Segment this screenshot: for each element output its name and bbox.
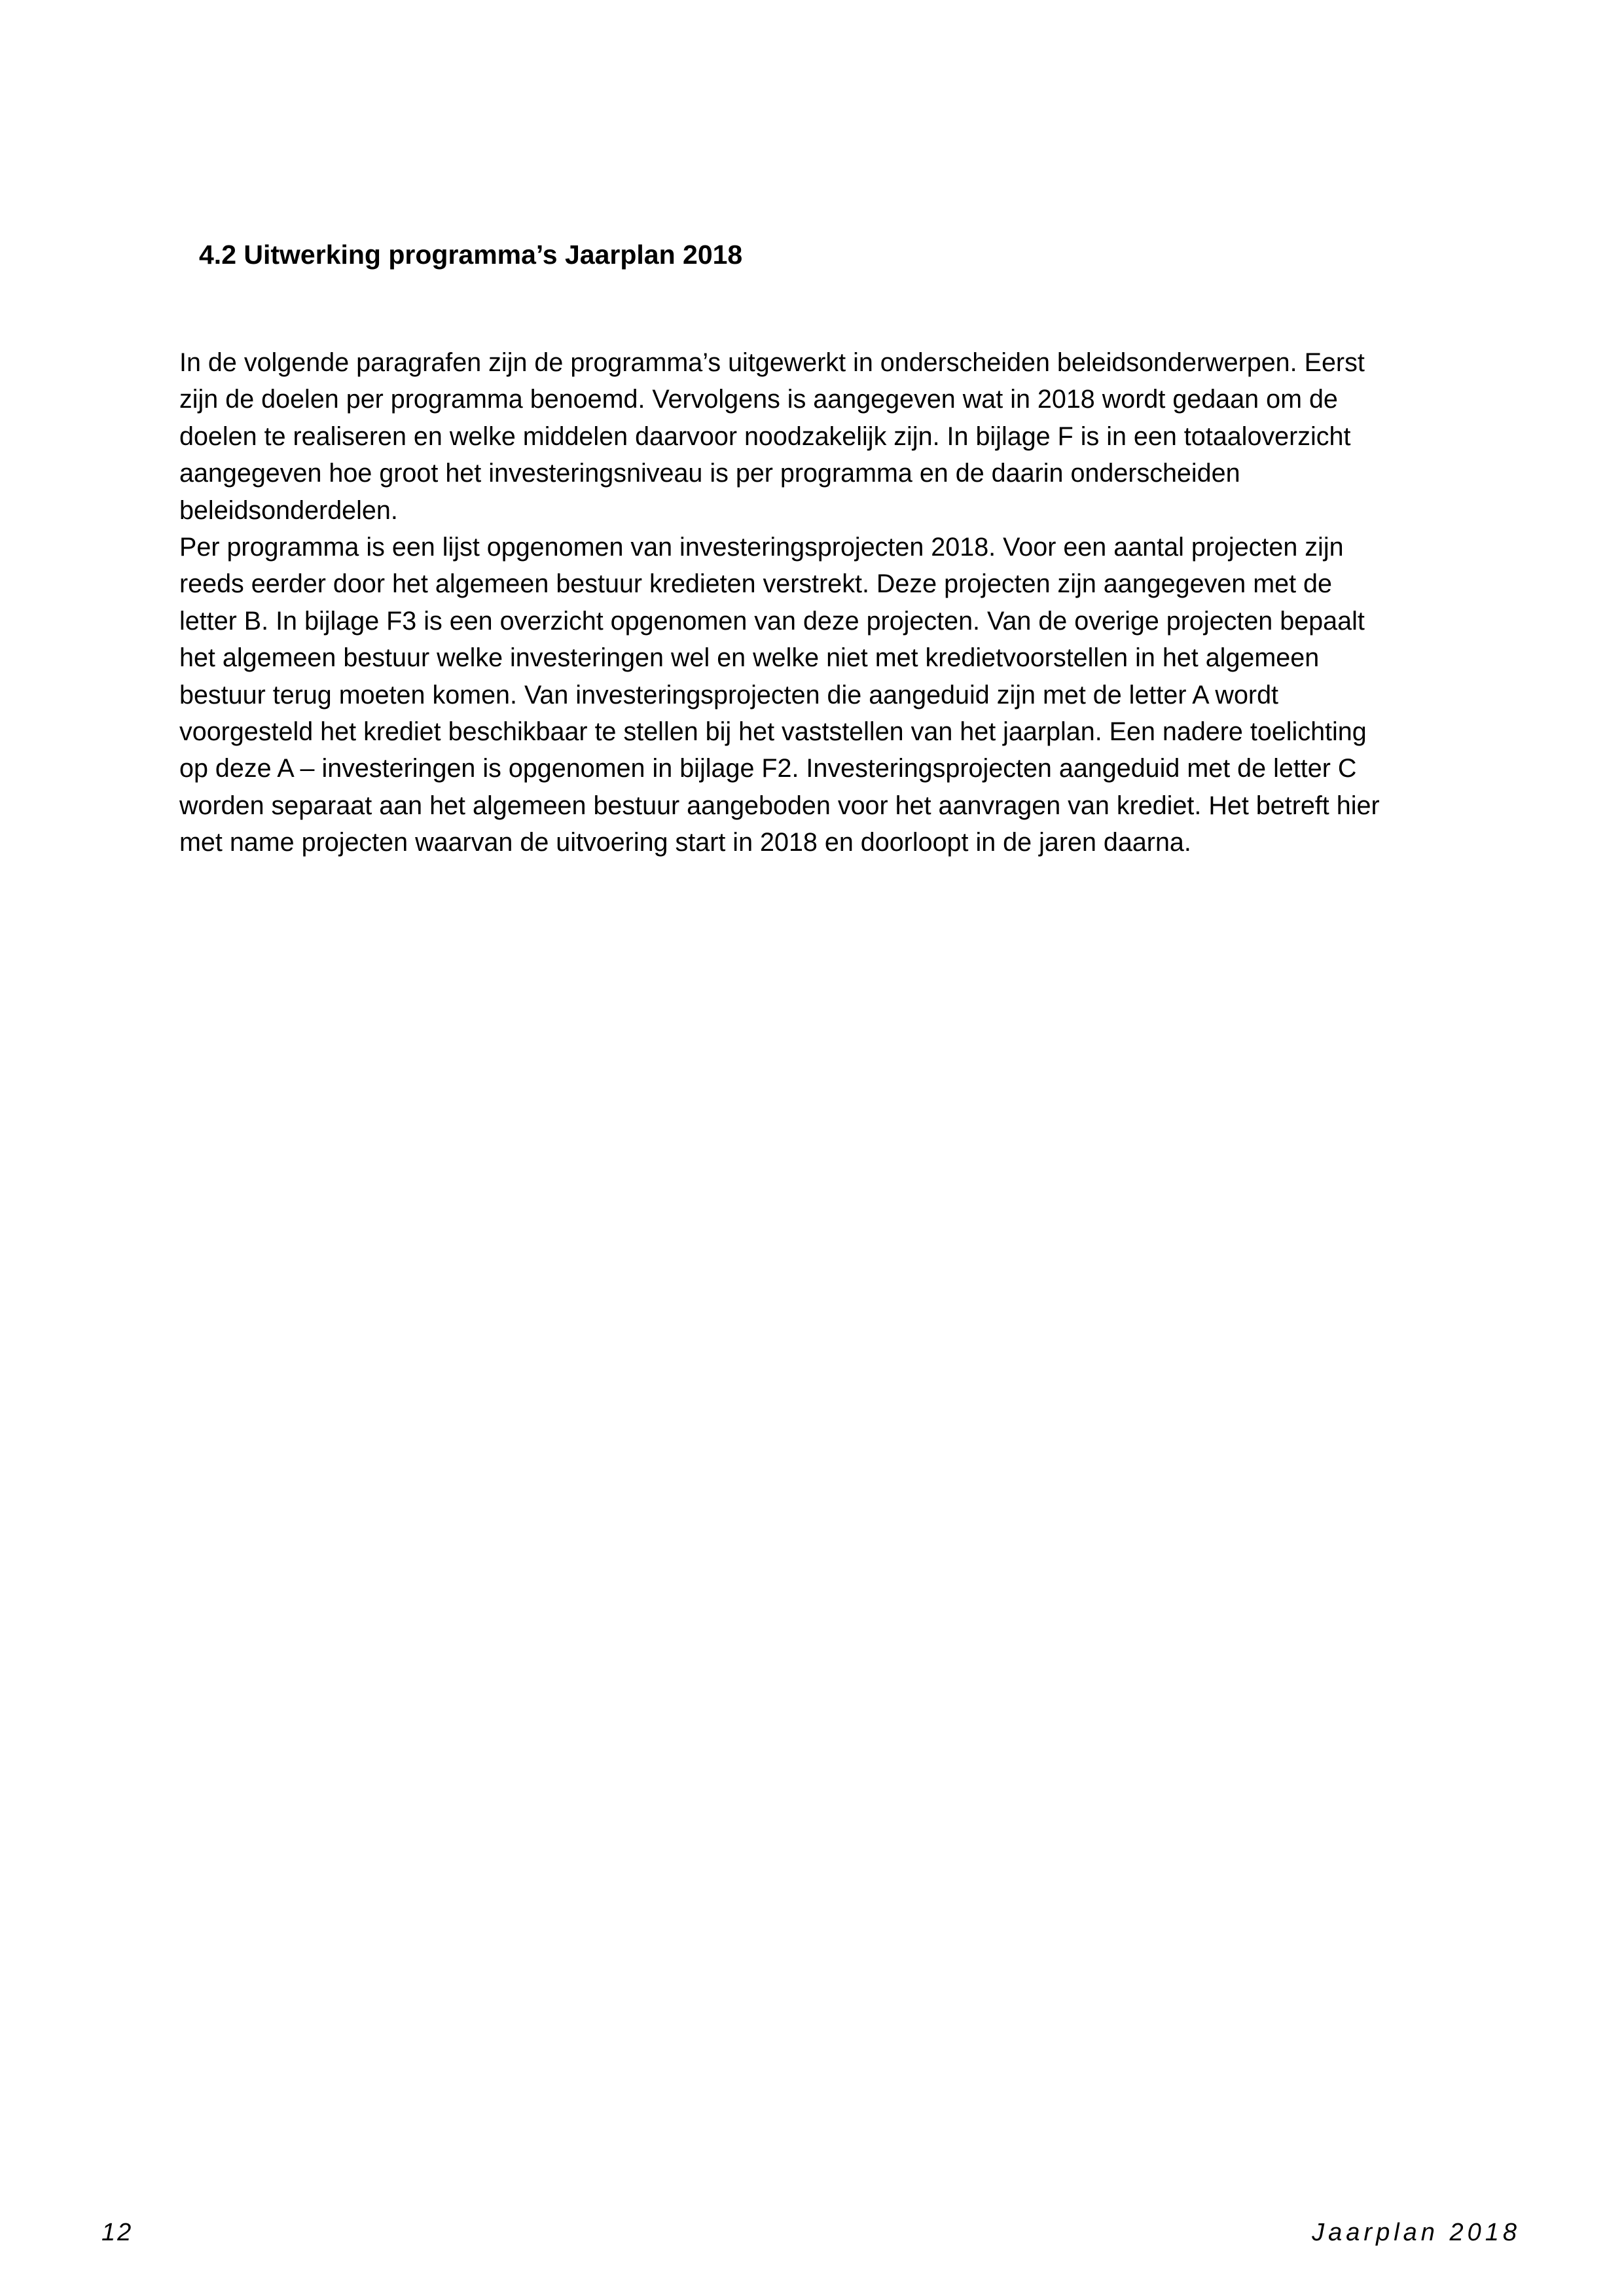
paragraph-line: In de volgende paragrafen zijn de programma’s uitgewerkt in onderscheiden beleidsonderwerpen. Eerst: [179, 348, 1365, 377]
paragraph-line: het algemeen bestuur welke investeringen wel en welke niet met kredietvoorstellen in het algemeen: [179, 643, 1320, 673]
paragraph-line: bestuur terug moeten komen. Van investeringsprojecten die aangeduid zijn met de letter A wordt: [179, 680, 1279, 709]
paragraph-line: zijn de doelen per programma benoemd. Vervolgens is aangegeven wat in 2018 wordt gedaan om de: [179, 385, 1338, 414]
paragraph-line: met name projecten waarvan de uitvoering start in 2018 en doorloopt in de jaren daarna.: [179, 828, 1191, 857]
paragraph-line: worden separaat aan het algemeen bestuur aangeboden voor het aanvragen van krediet. Het betreft hier: [179, 791, 1380, 820]
body-paragraph: [179, 344, 1380, 861]
footer-document-title: Jaarplan 2018: [1312, 2219, 1521, 2246]
paragraph-line: op deze A – investeringen is opgenomen in bijlage F2. Investeringsprojecten aangeduid met de letter C: [179, 754, 1357, 783]
footer-page-number: 12: [101, 2219, 134, 2246]
paragraph-line: reeds eerder door het algemeen bestuur kredieten verstrekt. Deze projecten zijn aangegeven met de: [179, 569, 1332, 599]
paragraph-line: beleidsonderdelen.: [179, 495, 398, 525]
section-heading: 4.2 Uitwerking programma’s Jaarplan 2018: [199, 240, 743, 270]
paragraph-line: letter B. In bijlage F3 is een overzicht opgenomen van deze projecten. Van de overige projecten bepaalt: [179, 606, 1365, 636]
paragraph-line: doelen te realiseren en welke middelen daarvoor noodzakelijk zijn. In bijlage F is in een totaaloverzicht: [179, 422, 1351, 451]
paragraph-line: voorgesteld het krediet beschikbaar te stellen bij het vaststellen van het jaarplan. Een nadere toelichting: [179, 717, 1367, 747]
paragraph-line: aangegeven hoe groot het investeringsniveau is per programma en de daarin onderscheiden: [179, 459, 1240, 488]
paragraph-line: Per programma is een lijst opgenomen van investeringsprojecten 2018. Voor een aantal projecten zijn: [179, 533, 1344, 562]
